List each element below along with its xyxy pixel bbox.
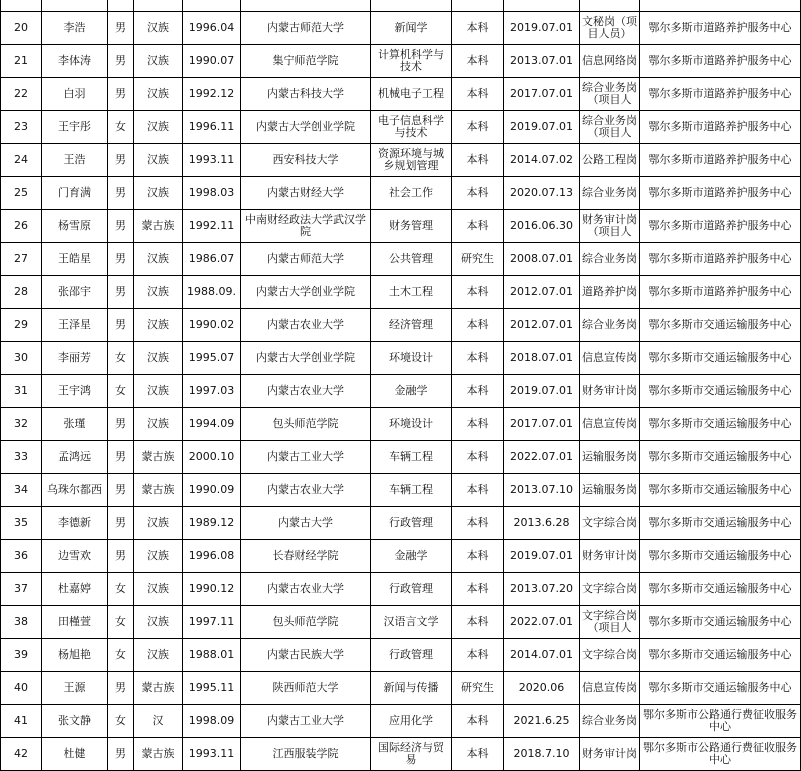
row-number-cell: 30 [1, 342, 42, 375]
degree-cell: 本科 [452, 78, 504, 111]
post-cell: 运输服务岗 [580, 474, 640, 507]
row-number-cell: 38 [1, 606, 42, 639]
gender-cell: 男 [108, 738, 134, 771]
birth-date-cell [183, 0, 241, 12]
degree-cell [452, 0, 504, 12]
department-cell: 鄂尔多斯市交通运输服务中心 [640, 342, 801, 375]
table-row [1, 573, 801, 606]
gender-cell: 男 [108, 144, 134, 177]
gender-cell: 女 [108, 639, 134, 672]
ethnicity-cell: 汉族 [134, 144, 183, 177]
graduation-date-cell: 2019.07.01 [504, 540, 580, 573]
major-cell: 车辆工程 [371, 474, 452, 507]
table-row [1, 738, 801, 771]
post-cell: 运输服务岗 [580, 441, 640, 474]
gender-cell: 女 [108, 375, 134, 408]
post-cell: 财务审计岗 [580, 375, 640, 408]
ethnicity-cell: 蒙古族 [134, 210, 183, 243]
name-cell: 王泽星 [42, 309, 108, 342]
major-cell: 金融学 [371, 375, 452, 408]
birth-date-cell: 1988.01 [183, 639, 241, 672]
birth-date-cell: 1997.03 [183, 375, 241, 408]
row-number-cell: 31 [1, 375, 42, 408]
ethnicity-cell: 蒙古族 [134, 738, 183, 771]
degree-cell: 本科 [452, 573, 504, 606]
birth-date-cell: 1998.09 [183, 705, 241, 738]
degree-cell: 本科 [452, 177, 504, 210]
department-cell: 鄂尔多斯市道路养护服务中心 [640, 243, 801, 276]
ethnicity-cell: 汉族 [134, 309, 183, 342]
degree-cell: 本科 [452, 276, 504, 309]
table-row [1, 507, 801, 540]
degree-cell: 本科 [452, 12, 504, 45]
birth-date-cell: 1988.09. [183, 276, 241, 309]
post-cell: 文字综合岗 [580, 507, 640, 540]
post-cell: 信息网络岗 [580, 45, 640, 78]
graduation-date-cell: 2021.6.25 [504, 705, 580, 738]
graduation-date-cell: 2014.07.01 [504, 639, 580, 672]
department-cell: 鄂尔多斯市交通运输服务中心 [640, 639, 801, 672]
school-cell: 内蒙古财经大学 [241, 177, 371, 210]
row-number-cell: 20 [1, 12, 42, 45]
table-row [1, 705, 801, 738]
name-cell: 杜健 [42, 738, 108, 771]
table-row [1, 0, 801, 12]
graduation-date-cell: 2016.06.30 [504, 210, 580, 243]
row-number-cell: 32 [1, 408, 42, 441]
school-cell: 包头师范学院 [241, 408, 371, 441]
post-cell: 信息宣传岗 [580, 342, 640, 375]
post-cell: 综合业务岗（项目人 [580, 111, 640, 144]
name-cell: 王宇鸿 [42, 375, 108, 408]
post-cell: 综合业务岗 [580, 177, 640, 210]
name-cell: 张邵宇 [42, 276, 108, 309]
table-row [1, 474, 801, 507]
graduation-date-cell: 2017.07.01 [504, 78, 580, 111]
major-cell: 应用化学 [371, 705, 452, 738]
gender-cell: 男 [108, 672, 134, 705]
row-number-cell: 33 [1, 441, 42, 474]
school-cell: 内蒙古农业大学 [241, 375, 371, 408]
major-cell: 财务管理 [371, 210, 452, 243]
row-number-cell: 29 [1, 309, 42, 342]
major-cell: 车辆工程 [371, 441, 452, 474]
name-cell: 王宇彤 [42, 111, 108, 144]
post-cell: 综合业务岗 [580, 705, 640, 738]
school-cell: 内蒙古农业大学 [241, 309, 371, 342]
department-cell: 鄂尔多斯市道路养护服务中心 [640, 276, 801, 309]
gender-cell: 女 [108, 606, 134, 639]
graduation-date-cell: 2020.06 [504, 672, 580, 705]
birth-date-cell: 1992.11 [183, 210, 241, 243]
degree-cell: 本科 [452, 441, 504, 474]
birth-date-cell: 1997.11 [183, 606, 241, 639]
name-cell: 白羽 [42, 78, 108, 111]
gender-cell: 女 [108, 573, 134, 606]
name-cell: 门育满 [42, 177, 108, 210]
ethnicity-cell: 汉族 [134, 78, 183, 111]
row-number-cell: 22 [1, 78, 42, 111]
graduation-date-cell: 2022.07.01 [504, 606, 580, 639]
name-cell: 李德新 [42, 507, 108, 540]
row-number-cell: 27 [1, 243, 42, 276]
degree-cell: 本科 [452, 111, 504, 144]
department-cell [640, 0, 801, 12]
ethnicity-cell: 汉族 [134, 12, 183, 45]
post-cell: 文字综合岗 [580, 639, 640, 672]
ethnicity-cell: 汉族 [134, 540, 183, 573]
post-cell: 财务审计岗 [580, 738, 640, 771]
school-cell: 内蒙古大学创业学院 [241, 276, 371, 309]
degree-cell: 研究生 [452, 672, 504, 705]
graduation-date-cell: 2012.07.01 [504, 309, 580, 342]
school-cell: 内蒙古工业大学 [241, 705, 371, 738]
table-row [1, 672, 801, 705]
name-cell: 王源 [42, 672, 108, 705]
major-cell: 汉语言文学 [371, 606, 452, 639]
school-cell: 内蒙古大学创业学院 [241, 111, 371, 144]
school-cell: 内蒙古科技大学 [241, 78, 371, 111]
degree-cell: 本科 [452, 210, 504, 243]
name-cell: 孟鸿远 [42, 441, 108, 474]
ethnicity-cell: 汉族 [134, 177, 183, 210]
ethnicity-cell: 汉族 [134, 573, 183, 606]
graduation-date-cell: 2008.07.01 [504, 243, 580, 276]
post-cell: 综合业务岗 [580, 243, 640, 276]
row-number-cell: 41 [1, 705, 42, 738]
table-row [1, 540, 801, 573]
major-cell: 社会工作 [371, 177, 452, 210]
graduation-date-cell: 2012.07.01 [504, 276, 580, 309]
table-row [1, 243, 801, 276]
degree-cell: 研究生 [452, 243, 504, 276]
department-cell: 鄂尔多斯市公路通行费征收服务中心 [640, 738, 801, 771]
department-cell: 鄂尔多斯市道路养护服务中心 [640, 12, 801, 45]
ethnicity-cell: 汉族 [134, 111, 183, 144]
ethnicity-cell: 蒙古族 [134, 474, 183, 507]
ethnicity-cell: 汉族 [134, 45, 183, 78]
table-row [1, 210, 801, 243]
degree-cell: 本科 [452, 408, 504, 441]
ethnicity-cell: 汉族 [134, 276, 183, 309]
degree-cell: 本科 [452, 45, 504, 78]
row-number-cell: 25 [1, 177, 42, 210]
ethnicity-cell: 汉族 [134, 639, 183, 672]
gender-cell: 男 [108, 441, 134, 474]
row-number-cell: 36 [1, 540, 42, 573]
degree-cell: 本科 [452, 540, 504, 573]
birth-date-cell: 1990.09 [183, 474, 241, 507]
department-cell: 鄂尔多斯市交通运输服务中心 [640, 507, 801, 540]
major-cell: 环境设计 [371, 342, 452, 375]
post-cell: 文字综合岗 [580, 573, 640, 606]
birth-date-cell: 1992.12 [183, 78, 241, 111]
post-cell: 信息宣传岗 [580, 672, 640, 705]
gender-cell: 男 [108, 474, 134, 507]
post-cell: 文字综合岗（项目人 [580, 606, 640, 639]
gender-cell: 男 [108, 78, 134, 111]
gender-cell: 男 [108, 243, 134, 276]
birth-date-cell: 1996.08 [183, 540, 241, 573]
school-cell: 内蒙古农业大学 [241, 474, 371, 507]
school-cell: 江西服装学院 [241, 738, 371, 771]
table-row [1, 606, 801, 639]
department-cell: 鄂尔多斯市交通运输服务中心 [640, 540, 801, 573]
gender-cell: 男 [108, 507, 134, 540]
graduation-date-cell: 2020.07.13 [504, 177, 580, 210]
school-cell: 内蒙古师范大学 [241, 243, 371, 276]
school-cell: 内蒙古师范大学 [241, 12, 371, 45]
row-number-cell: 37 [1, 573, 42, 606]
department-cell: 鄂尔多斯市交通运输服务中心 [640, 408, 801, 441]
gender-cell: 男 [108, 540, 134, 573]
major-cell: 资源环境与城乡规划管理 [371, 144, 452, 177]
ethnicity-cell: 蒙古族 [134, 672, 183, 705]
department-cell: 鄂尔多斯市道路养护服务中心 [640, 144, 801, 177]
graduation-date-cell: 2018.7.10 [504, 738, 580, 771]
major-cell: 国际经济与贸易 [371, 738, 452, 771]
department-cell: 鄂尔多斯市交通运输服务中心 [640, 309, 801, 342]
graduation-date-cell: 2018.07.01 [504, 342, 580, 375]
post-cell: 文秘岗（项目人员） [580, 12, 640, 45]
post-cell [580, 0, 640, 12]
birth-date-cell: 1993.11 [183, 144, 241, 177]
major-cell: 电子信息科学与技术 [371, 111, 452, 144]
school-cell: 长春财经学院 [241, 540, 371, 573]
major-cell: 环境设计 [371, 408, 452, 441]
ethnicity-cell: 汉族 [134, 606, 183, 639]
name-cell: 张瑾 [42, 408, 108, 441]
birth-date-cell: 1994.09 [183, 408, 241, 441]
graduation-date-cell: 2013.6.28 [504, 507, 580, 540]
name-cell: 杨旭艳 [42, 639, 108, 672]
table-row [1, 375, 801, 408]
ethnicity-cell: 汉族 [134, 342, 183, 375]
gender-cell: 男 [108, 177, 134, 210]
graduation-date-cell: 2019.07.01 [504, 375, 580, 408]
table-row [1, 309, 801, 342]
post-cell: 公路工程岗 [580, 144, 640, 177]
birth-date-cell: 1995.11 [183, 672, 241, 705]
table-row [1, 639, 801, 672]
table-row [1, 45, 801, 78]
major-cell [371, 0, 452, 12]
gender-cell: 男 [108, 309, 134, 342]
name-cell: 王浩 [42, 144, 108, 177]
table-row [1, 78, 801, 111]
gender-cell: 男 [108, 408, 134, 441]
major-cell: 新闻学 [371, 12, 452, 45]
graduation-date-cell: 2022.07.01 [504, 441, 580, 474]
row-number-cell: 28 [1, 276, 42, 309]
table-row [1, 111, 801, 144]
name-cell: 边雪欢 [42, 540, 108, 573]
school-cell: 包头师范学院 [241, 606, 371, 639]
birth-date-cell: 1990.02 [183, 309, 241, 342]
name-cell: 王皓星 [42, 243, 108, 276]
graduation-date-cell: 2019.07.01 [504, 111, 580, 144]
name-cell: 杜嘉婷 [42, 573, 108, 606]
table-row [1, 177, 801, 210]
birth-date-cell: 1995.07 [183, 342, 241, 375]
ethnicity-cell: 汉 [134, 705, 183, 738]
birth-date-cell: 2000.10 [183, 441, 241, 474]
ethnicity-cell: 汉族 [134, 507, 183, 540]
major-cell: 计算机科学与技术 [371, 45, 452, 78]
graduation-date-cell: 2013.07.01 [504, 45, 580, 78]
birth-date-cell: 1989.12 [183, 507, 241, 540]
graduation-date-cell: 2017.07.01 [504, 408, 580, 441]
name-cell: 李浩 [42, 12, 108, 45]
major-cell: 土木工程 [371, 276, 452, 309]
school-cell: 内蒙古大学创业学院 [241, 342, 371, 375]
table-row [1, 342, 801, 375]
school-cell: 集宁师范学院 [241, 45, 371, 78]
row-number-cell: 26 [1, 210, 42, 243]
ethnicity-cell: 汉族 [134, 408, 183, 441]
school-cell: 西安科技大学 [241, 144, 371, 177]
post-cell: 信息宣传岗 [580, 408, 640, 441]
name-cell: 张文静 [42, 705, 108, 738]
ethnicity-cell: 汉族 [134, 375, 183, 408]
department-cell: 鄂尔多斯市公路通行费征收服务中心 [640, 705, 801, 738]
birth-date-cell: 1996.11 [183, 111, 241, 144]
gender-cell: 男 [108, 210, 134, 243]
gender-cell: 男 [108, 45, 134, 78]
major-cell: 经济管理 [371, 309, 452, 342]
birth-date-cell: 1990.07 [183, 45, 241, 78]
birth-date-cell: 1986.07 [183, 243, 241, 276]
post-cell: 综合业务岗（项目人 [580, 78, 640, 111]
row-number-cell: 34 [1, 474, 42, 507]
table-row [1, 276, 801, 309]
school-cell: 内蒙古农业大学 [241, 573, 371, 606]
department-cell: 鄂尔多斯市道路养护服务中心 [640, 111, 801, 144]
table-row [1, 12, 801, 45]
table-row [1, 144, 801, 177]
row-number-cell: 42 [1, 738, 42, 771]
degree-cell: 本科 [452, 342, 504, 375]
department-cell: 鄂尔多斯市道路养护服务中心 [640, 45, 801, 78]
department-cell: 鄂尔多斯市道路养护服务中心 [640, 177, 801, 210]
school-cell: 内蒙古工业大学 [241, 441, 371, 474]
gender-cell: 女 [108, 705, 134, 738]
major-cell: 行政管理 [371, 573, 452, 606]
department-cell: 鄂尔多斯市交通运输服务中心 [640, 375, 801, 408]
school-cell [241, 0, 371, 12]
graduation-date-cell: 2014.07.02 [504, 144, 580, 177]
department-cell: 鄂尔多斯市交通运输服务中心 [640, 672, 801, 705]
post-cell: 道路养护岗 [580, 276, 640, 309]
row-number-cell: 35 [1, 507, 42, 540]
degree-cell: 本科 [452, 375, 504, 408]
birth-date-cell: 1996.04 [183, 12, 241, 45]
department-cell: 鄂尔多斯市道路养护服务中心 [640, 210, 801, 243]
row-number-cell: 21 [1, 45, 42, 78]
post-cell: 财务审计岗 [580, 540, 640, 573]
gender-cell: 女 [108, 342, 134, 375]
birth-date-cell: 1990.12 [183, 573, 241, 606]
major-cell: 行政管理 [371, 507, 452, 540]
gender-cell: 男 [108, 276, 134, 309]
degree-cell: 本科 [452, 507, 504, 540]
ethnicity-cell: 蒙古族 [134, 441, 183, 474]
degree-cell: 本科 [452, 705, 504, 738]
major-cell: 机械电子工程 [371, 78, 452, 111]
major-cell: 公共管理 [371, 243, 452, 276]
row-number-cell: 39 [1, 639, 42, 672]
post-cell: 财务审计岗（项目人 [580, 210, 640, 243]
graduation-date-cell: 2013.07.20 [504, 573, 580, 606]
department-cell: 鄂尔多斯市交通运输服务中心 [640, 474, 801, 507]
row-number-cell: 40 [1, 672, 42, 705]
major-cell: 金融学 [371, 540, 452, 573]
school-cell: 内蒙古民族大学 [241, 639, 371, 672]
graduation-date-cell [504, 0, 580, 12]
degree-cell: 本科 [452, 738, 504, 771]
table-row [1, 441, 801, 474]
birth-date-cell: 1993.11 [183, 738, 241, 771]
ethnicity-cell: 汉族 [134, 243, 183, 276]
degree-cell: 本科 [452, 606, 504, 639]
major-cell: 行政管理 [371, 639, 452, 672]
name-cell: 田槿萱 [42, 606, 108, 639]
school-cell: 内蒙古大学 [241, 507, 371, 540]
table-body [1, 0, 801, 771]
ethnicity-cell [134, 0, 183, 12]
degree-cell: 本科 [452, 474, 504, 507]
name-cell: 李丽芳 [42, 342, 108, 375]
department-cell: 鄂尔多斯市交通运输服务中心 [640, 441, 801, 474]
department-cell: 鄂尔多斯市道路养护服务中心 [640, 78, 801, 111]
gender-cell: 女 [108, 111, 134, 144]
name-cell: 乌珠尔都西 [42, 474, 108, 507]
row-number-cell: 24 [1, 144, 42, 177]
graduation-date-cell: 2013.07.10 [504, 474, 580, 507]
graduation-date-cell: 2019.07.01 [504, 12, 580, 45]
school-cell: 中南财经政法大学武汉学院 [241, 210, 371, 243]
table-row [1, 408, 801, 441]
birth-date-cell: 1998.03 [183, 177, 241, 210]
name-cell: 李体涛 [42, 45, 108, 78]
degree-cell: 本科 [452, 309, 504, 342]
gender-cell: 男 [108, 12, 134, 45]
department-cell: 鄂尔多斯市交通运输服务中心 [640, 573, 801, 606]
degree-cell: 本科 [452, 639, 504, 672]
row-number-cell [1, 0, 42, 12]
school-cell: 陕西师范大学 [241, 672, 371, 705]
degree-cell: 本科 [452, 144, 504, 177]
name-cell [42, 0, 108, 12]
post-cell: 综合业务岗 [580, 309, 640, 342]
major-cell: 新闻与传播 [371, 672, 452, 705]
gender-cell [108, 0, 134, 12]
row-number-cell: 23 [1, 111, 42, 144]
department-cell: 鄂尔多斯市交通运输服务中心 [640, 606, 801, 639]
name-cell: 杨雪原 [42, 210, 108, 243]
